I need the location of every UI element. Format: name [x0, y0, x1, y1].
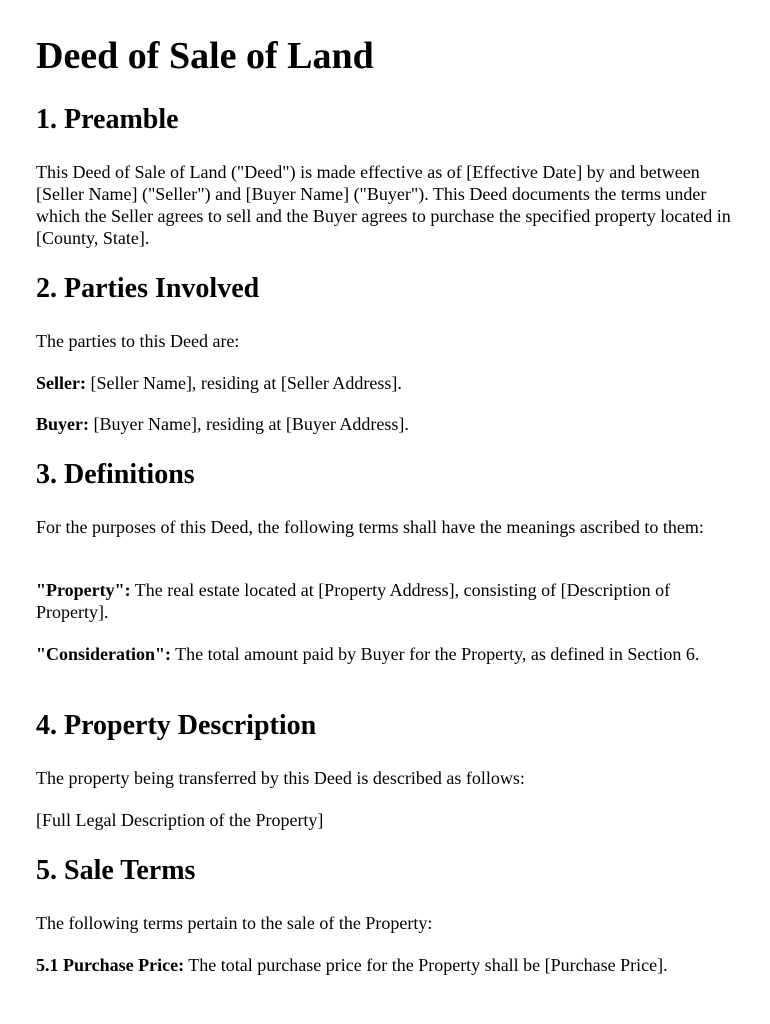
- purchase-price-label: 5.1 Purchase Price:: [36, 955, 185, 975]
- section-heading-property-description: 4. Property Description: [36, 710, 317, 741]
- definition-property: [36, 579, 736, 623]
- definition-consideration: [36, 643, 736, 665]
- purchase-price-text: The total purchase price for the Property shall be [Purchase Price].: [184, 955, 668, 975]
- seller-text: [Seller Name], residing at [Seller Address].: [85, 373, 402, 393]
- section-heading-definitions: 3. Definitions: [36, 459, 195, 490]
- sale-terms-intro: The following terms pertain to the sale of the Property:: [36, 913, 433, 933]
- definitions-intro: For the purposes of this Deed, the following terms shall have the meanings ascribed to them:: [36, 517, 704, 537]
- parties-intro: The parties to this Deed are:: [36, 331, 240, 351]
- seller-entry: [36, 372, 736, 394]
- legal-description: [Full Legal Description of the Property]: [36, 810, 324, 830]
- buyer-label: Buyer:: [36, 414, 89, 434]
- seller-label: Seller:: [36, 373, 86, 393]
- section-heading-parties: 2. Parties Involved: [36, 273, 260, 304]
- property-description-intro: The property being transferred by this Deed is described as follows:: [36, 768, 525, 788]
- buyer-entry: [36, 413, 736, 435]
- property-term-label: "Property":: [36, 580, 131, 600]
- document-title: Deed of Sale of Land: [36, 35, 374, 77]
- buyer-text: [Buyer Name], residing at [Buyer Address].: [89, 414, 409, 434]
- section-heading-preamble: 1. Preamble: [36, 104, 179, 135]
- purchase-price-clause: [36, 954, 736, 976]
- section-heading-sale-terms: 5. Sale Terms: [36, 855, 196, 886]
- preamble-paragraph: This Deed of Sale of Land ("Deed") is made effective as of [Effective Date] by and between [Seller Name] ("Seller") and [Buyer Name] ("Buyer"). This Deed documents the terms under which the Seller agrees to sell and the Buyer agrees to purchase the specified property located in [County, State].: [36, 162, 731, 248]
- consideration-term-label: "Consideration":: [36, 644, 171, 664]
- property-term-text: The real estate located at [Property Address], consisting of [Description of Property].: [36, 580, 671, 622]
- consideration-term-text: The total amount paid by Buyer for the Property, as defined in Section 6.: [171, 644, 700, 664]
